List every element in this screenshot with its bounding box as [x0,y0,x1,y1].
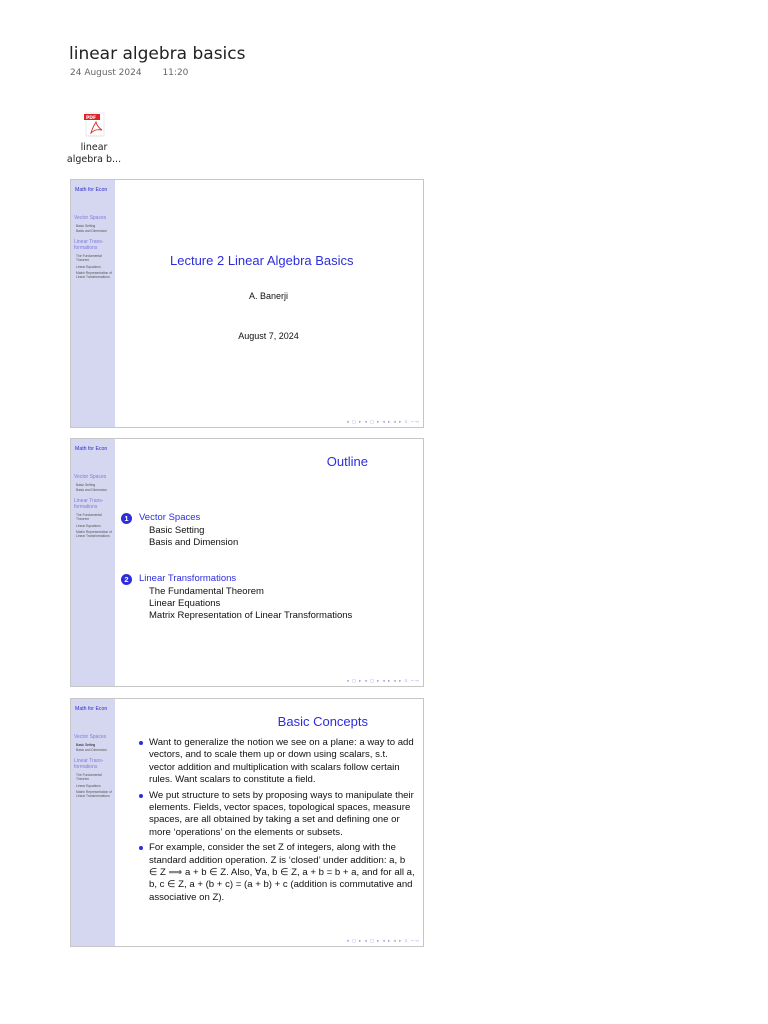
sidebar-item: Basic Setting [76,224,96,228]
pdf-file-icon [84,112,104,136]
outline-section: Vector Spaces [139,512,201,523]
sidebar-section-linear-transformations-1: Linear Trans- [74,758,104,764]
slide-sidebar [71,180,115,427]
sidebar-item: Linear Equations [76,265,101,269]
slide-3 [70,698,424,947]
sidebar-section-linear-transformations-2: formations [74,245,98,251]
sidebar-section-linear-transformations-1: Linear Trans- [74,239,104,245]
outline-subsection: The Fundamental Theorem [149,586,264,597]
bullet-text: Want to generalize the notion we see on a plane: a way to add vectors, and to scale them up or down using scalars, s.t. vector addition and multiplication with scalars follow certain rules. Want scalars to constitute a field. [149,737,414,786]
slide-title: Basic Concepts [277,714,368,729]
sidebar-header: Math for Econ [75,446,108,452]
beamer-nav-symbols: ◂ ◻ ▸ ◂ ◻ ▸ ◂ ▸ ◂ ▸ ≡ ∽∾ [346,678,420,683]
slide-title: Outline [326,454,368,469]
slide-title: Lecture 2 Linear Algebra Basics [170,253,354,268]
beamer-nav-symbols: ◂ ◻ ▸ ◂ ◻ ▸ ◂ ▸ ◂ ▸ ≡ ∽∾ [346,419,420,424]
note-meta [70,68,188,78]
attachment-name-line1: linear [80,142,108,153]
sidebar-item: The Fundamental Theorem [76,513,102,521]
sidebar-item-active: Basic Setting [76,743,96,747]
sidebar-item: The Fundamental Theorem [76,254,102,262]
sidebar-section-vector-spaces: Vector Spaces [74,734,107,740]
bullet-dot-icon [139,794,143,798]
sidebar-item: Matrix Representation of Linear Transformations [76,790,112,798]
outline-subsection: Linear Equations [149,598,221,609]
sidebar-section-linear-transformations-2: formations [74,504,98,510]
sidebar-header: Math for Econ [75,706,108,712]
attachment-filename [66,142,122,166]
outline-section: Linear Transformations [139,573,237,584]
slide-sidebar [71,439,115,686]
outline-subsection: Basis and Dimension [149,537,239,548]
sidebar-section-vector-spaces: Vector Spaces [74,474,107,480]
sidebar-item: Linear Equations [76,524,101,528]
sidebar-item: Basis and Dimension [76,488,107,492]
slide-2 [70,438,424,687]
bullet-list [121,737,415,907]
bullet-item [121,842,415,904]
sidebar-section-linear-transformations-2: formations [74,764,98,770]
sidebar-item: Basis and Dimension [76,748,107,752]
bullet-item [121,790,415,840]
sidebar-item: The Fundamental Theorem [76,773,102,781]
slide-sidebar [71,699,115,946]
outline-subsection: Basic Setting [149,525,205,536]
sidebar-item: Basic Setting [76,483,96,487]
sidebar-item: Basis and Dimension [76,229,107,233]
slide-date: August 7, 2024 [238,331,299,341]
outline-subsection: Matrix Representation of Linear Transformations [149,610,353,621]
bullet-text: We put structure to sets by proposing ways to manipulate their elements. Fields, vector spaces, topological spaces, measure spaces, are all obtained by taking a set and defining one or more ‘operations’ on the elements or subsets. [149,789,414,838]
note-date: 24 August 2024 [70,68,142,78]
sidebar-item: Matrix Representation of Linear Transformations [76,271,112,279]
bullet-dot-icon [139,846,143,850]
sidebar-item: Matrix Representation of Linear Transformations [76,530,112,538]
note-time: 11:20 [162,68,189,78]
bullet-text: For example, consider the set Z of integers, along with the standard addition operation. Z is ‘closed’ under addition: a, b ∈ Z ⟹ a + b ∈ Z. Also, ∀a, b ∈ Z, a + b = b + a, and for all a, b, c ∈ Z, a + (b + c) = (a + b) + c (addition is commutative and associative on Z). [149,842,415,903]
outline-number: 2 [121,574,132,585]
sidebar-section-linear-transformations-1: Linear Trans- [74,498,104,504]
svg-text:PDF: PDF [86,116,97,121]
bullet-dot-icon [139,741,143,745]
sidebar-section-vector-spaces: Vector Spaces [74,215,107,221]
sidebar-item: Linear Equations [76,784,101,788]
attachment-name-line2: algebra b... [66,154,122,165]
bullet-item [121,737,415,787]
pdf-attachment[interactable] [66,112,122,166]
note-title: linear algebra basics [69,44,246,64]
sidebar-header: Math for Econ [75,187,108,193]
slide-author: A. Banerji [248,291,289,301]
slide-1 [70,179,424,428]
outline-number: 1 [121,513,132,524]
beamer-nav-symbols: ◂ ◻ ▸ ◂ ◻ ▸ ◂ ▸ ◂ ▸ ≡ ∽∾ [346,938,420,943]
